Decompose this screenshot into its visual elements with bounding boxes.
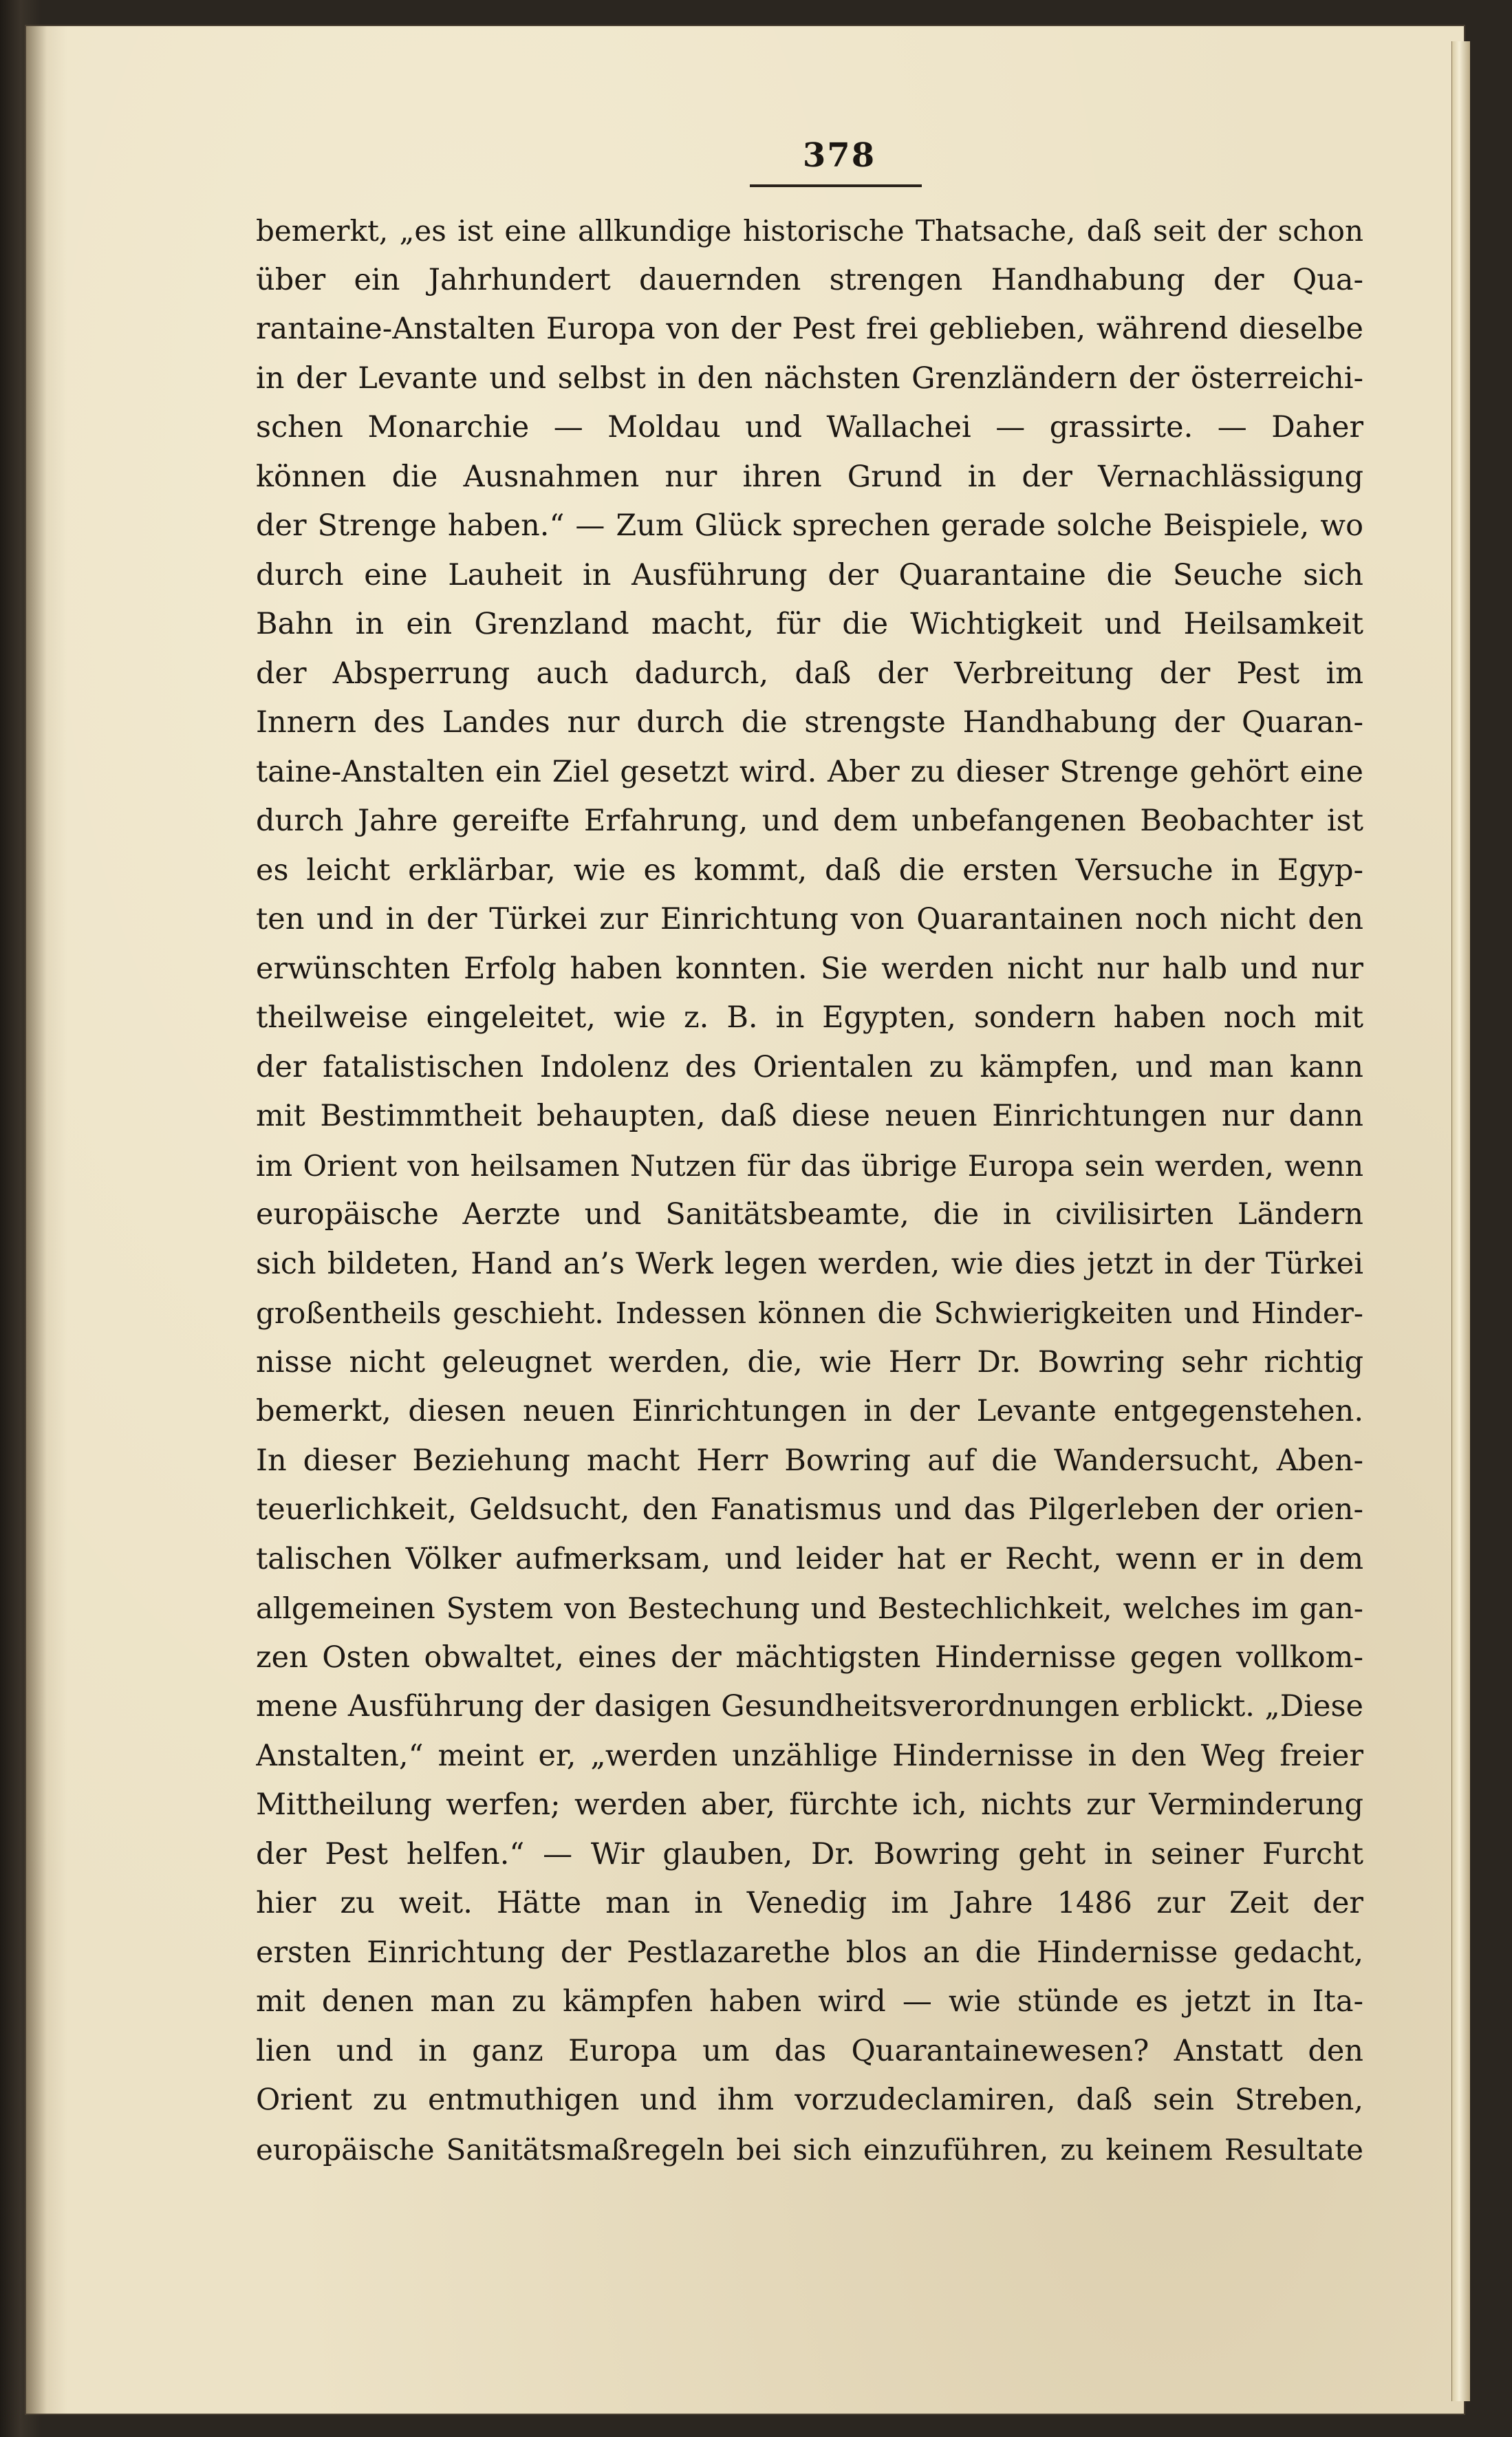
text-line: der fatalistischen Indolenz des Orientalen zu kämpfen, und man kann [256,1049,1363,1084]
text-line: es leicht erklärbar, wie es kommt, daß die ersten Versuche in Egyp- [256,852,1363,888]
text-line: durch eine Lauheit in Ausführung der Quarantaine die Seuche sich [256,557,1363,592]
text-line: allgemeinen System von Bestechung und Bestechlichkeit, welches im gan- [256,1591,1363,1625]
page-edge [1451,41,1470,2401]
page-binding-shadow [26,26,47,2414]
text-line: talischen Völker aufmerksam, und leider hat er Recht, wenn er in dem [256,1541,1363,1576]
text-line: rantaine-Anstalten Europa von der Pest frei geblieben, während dieselbe [256,312,1363,346]
text-line: über ein Jahrhundert dauernden strengen Handhabung der Qua- [256,262,1363,297]
text-line: können die Ausnahmen nur ihren Grund in der Vernachlässigung [256,459,1363,494]
text-line: der Pest helfen.“ — Wir glauben, Dr. Bowring geht in seiner Furcht [256,1836,1363,1871]
text-line: mit Bestimmtheit behaupten, daß diese neuen Einrichtungen nur dann [256,1099,1363,1133]
text-line: erwünschten Erfolg haben konnten. Sie werden nicht nur halb und nur [256,951,1363,986]
text-line: europäische Sanitätsmaßregeln bei sich einzuführen, zu keinem Resultate [256,2132,1363,2167]
text-line: sich bildeten, Hand an’s Werk legen werden, wie dies jetzt in der Türkei [256,1246,1363,1281]
text-line: schen Monarchie — Moldau und Wallachei — grassirte. — Daher [256,410,1363,444]
text-line: teuerlichkeit, Geldsucht, den Fanatismus und das Pilgerleben der orien- [256,1492,1363,1527]
text-line: durch Jahre gereifte Erfahrung, und dem unbefangenen Beobachter ist [256,804,1363,838]
text-line: der Absperrung auch dadurch, daß der Verbreitung der Pest im [256,656,1363,691]
text-line: europäische Aerzte und Sanitätsbeamte, die in civilisirten Ländern [256,1197,1363,1232]
text-line: im Orient von heilsamen Nutzen für das übrige Europa sein werden, wenn [256,1148,1363,1183]
text-line: bemerkt, diesen neuen Einrichtungen in der Levante entgegenstehen. [256,1394,1363,1428]
body-text [256,206,1363,2174]
text-line: der Strenge haben.“ — Zum Glück sprechen gerade solche Beispiele, wo [256,508,1363,543]
text-line: hier zu weit. Hätte man in Venedig im Jahre 1486 zur Zeit der [256,1886,1363,1920]
text-line: mene Ausführung der dasigen Gesundheitsverordnungen erblickt. „Diese [256,1689,1363,1724]
text-line: lien und in ganz Europa um das Quarantainewesen? Anstatt den [256,2033,1363,2068]
text-line: ersten Einrichtung der Pestlazarethe blos an die Hindernisse gedacht, [256,1935,1363,1970]
text-line: bemerkt, „es ist eine allkundige historische Thatsache, daß seit der schon [256,214,1363,248]
text-line: Orient zu entmuthigen und ihm vorzudeclamiren, daß sein Streben, [256,2083,1363,2117]
text-line: Anstalten,“ meint er, „werden unzählige Hindernisse in den Weg freier [256,1738,1363,1773]
page-number: 378 [802,136,876,175]
text-line: In dieser Beziehung macht Herr Bowring auf die Wandersucht, Aben- [256,1443,1363,1478]
text-line: mit denen man zu kämpfen haben wird — wie stünde es jetzt in Ita- [256,1984,1363,2019]
text-line: großentheils geschieht. Indessen können die Schwierigkeiten und Hinder- [256,1296,1363,1330]
text-line: taine-Anstalten ein Ziel gesetzt wird. Aber zu dieser Strenge gehört eine [256,754,1363,789]
text-line: Innern des Landes nur durch die strengste Handhabung der Quaran- [256,705,1363,740]
text-line: Bahn in ein Grenzland macht, für die Wichtigkeit und Heilsamkeit [256,607,1363,641]
page-number-rule [750,184,922,187]
text-line: theilweise eingeleitet, wie z. B. in Egypten, sondern haben noch mit [256,1000,1363,1035]
text-line: nisse nicht geleugnet werden, die, wie Herr Dr. Bowring sehr richtig [256,1344,1363,1379]
text-line: Mittheilung werfen; werden aber, fürchte ich, nichts zur Verminderung [256,1788,1363,1822]
text-line: ten und in der Türkei zur Einrichtung von Quarantainen noch nicht den [256,902,1363,936]
text-line: zen Osten obwaltet, eines der mächtigsten Hindernisse gegen vollkom- [256,1640,1363,1675]
text-line: in der Levante und selbst in den nächsten Grenzländern der österreichi- [256,361,1363,396]
